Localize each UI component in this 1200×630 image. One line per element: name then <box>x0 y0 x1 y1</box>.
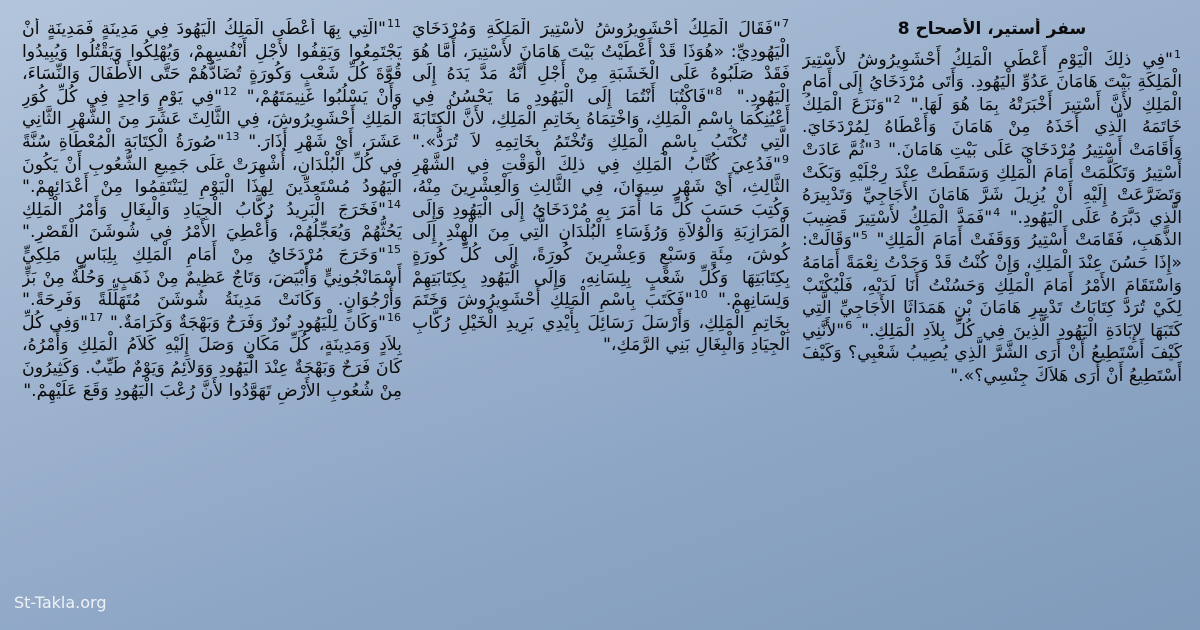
verse-number: 16 <box>387 310 401 324</box>
verse-text: "فَخَرَجَ الْبَرِيدُ رُكَّابُ الْجِيَادِ وَالْبِغَالِ وَأَمْرُ الْمَلِكِ يَحُثُّهُمْ وَيُعَجِّلُهُمْ، وَأُعْطِيَ الأَمْرُ فِي شُوشَنَ الْقَصْرِ." <box>22 199 402 243</box>
verse-text: "وَفِي كُلِّ بِلاَدٍ وَمَدِينَةٍ، كُلِّ مَكَانٍ وَصَلَ إِلَيْهِ كَلاَمُ الْمَلِكِ وَأَمْرُهُ، كَانَ فَرَحٌ وَبَهْجَةٌ عِنْدَ الْيَهُودِ وَوَلاَئِمُ وَيَوْمٌ طَيِّبٌ. وَكَثِيرُونَ مِنْ شُعُوبِ الأَرْضِ تَهَوَّدُوا لأَنَّ رُعْبَ الْيَهُودِ وَقَعَ عَلَيْهِمْ." <box>22 312 402 401</box>
verse-text: "صُورَةُ الْكِتَابَةِ الْمُعْطَاةِ سُنَّةً فِي كُلِّ الْبُلْدَانِ، أُشْهِرَتْ عَلَى جَمِيعِ الشُّعُوبِ أَنْ يَكُونَ الْيَهُودُ مُسْتَعِدِّينَ لِهذَا الْيَوْمِ لِيَنْتَقِمُوا مِنْ أَعْدَائِهِمْ." <box>22 131 402 198</box>
verse-number: 13 <box>225 130 240 144</box>
verse-number: 15 <box>387 243 401 257</box>
text-column-middle <box>412 18 790 616</box>
verse-number: 17 <box>89 310 104 324</box>
verse-text: "فَاكْتُبَا أَنْتُمَا إِلَى الْيَهُودِ مَا يَحْسُنُ فِي أَعْيُنِكُمَا بِاسْمِ الْمَلِكِ، وَاخْتِمَاهُ بِخَاتِمِ الْمَلِكِ، لأَنَّ الْكِتَابَةَ الَّتِي تُكْتَبُ بِاسْمِ الْمَلِكِ وَتُخْتَمُ بِخَاتِمِهِ لاَ تُرَدُّ»." <box>412 86 790 152</box>
chapter-title: سفر أستير، الأصحاح 8 <box>897 19 1087 39</box>
text-column-right <box>802 18 1182 616</box>
verse-number: 7 <box>782 18 789 31</box>
verse-number: 1 <box>1174 47 1181 61</box>
verse-text: "فَكَتَبَ بِاسْمِ الْمَلِكِ أَحْشَوِيرُوشَ وَخَتَمَ بِخَاتِمِ الْمَلِكِ، وَأَرْسَلَ رَسَائِلَ بِأَيْدِي بَرِيدِ الْخَيْلِ رُكَّابِ الْجِيَادِ وَالْبِغَالِ بَنِي الرَّمَكِ،" <box>412 290 790 356</box>
verse-number: 11 <box>387 18 401 31</box>
verse-text: "فِي يَوْمٍ وَاحِدٍ فِي كُلِّ كُوَرِ الْمَلِكِ أَحْشَوِيرُوشَ، فِي الثَّالِثَ عَشَرَ مِنَ الشَّهْرِ الثَّانِي عَشَرَ، أَيْ شَهْرِ أَذَارَ." <box>22 86 402 152</box>
text-column-left <box>22 18 402 616</box>
verse-number: 2 <box>893 93 901 107</box>
verses-left <box>22 18 402 402</box>
verse-text: "فِي ذلِكَ الْيَوْمِ أَعْطَى الْمَلِكُ أَحْشَوِيرُوشُ لأَسْتِيرَ الْمَلِكَةِ بَيْتَ هَامَانَ عَدُوِّ الْيَهُودِ. وَأَتَى مُرْدَخَايُ إِلَى أَمَامِ الْمَلِكِ لأَنَّ أَسْتِيرَ أَخْبَرَتْهُ بِمَا هُوَ لَهَا." <box>802 49 1182 115</box>
verse-number: 10 <box>693 288 708 302</box>
verse-text: "فَقَالَ الْمَلِكُ أَحْشَوِيرُوشُ لأَسْتِيرَ الْمَلِكَةِ وَمُرْدَخَايَ الْيَهُودِيِّ: «هُوَذَا قَدْ أَعْطَيْتُ بَيْتَ هَامَانَ لأَسْتِيرَ، أَمَّا هُوَ فَقَدْ صَلَبُوهُ عَلَى الْخَشَبَةِ مِنْ أَجْلِ أَنَّهُ مَدَّ يَدَهُ إِلَى الْيَهُودِ." <box>412 19 790 107</box>
verse-text: "وَخَرَجَ مُرْدَخَايُ مِنْ أَمَامِ الْمَلِكِ بِلِبَاسٍ مَلِكِيٍّ أَسْمَانْجُونِيٍّ وَأَبْيَضَ، وَتَاجٌ عَظِيمٌ مِنْ ذَهَبٍ، وَحُلَّةٌ مِنْ بَزٍّ وَأُرْجُوَانٍ. وَكَانَتْ مَدِينَةُ شُوشَنَ مُتَهَلِّلَةً وَفَرِحَةً." <box>22 244 402 311</box>
verse-number: 4 <box>993 205 1001 219</box>
verse-number: 6 <box>845 318 853 332</box>
verse-number: 9 <box>782 152 789 166</box>
verse-number: 8 <box>715 85 723 99</box>
verse-text: "لأَنَّنِي كَيْفَ أَسْتَطِيعُ أَنْ أَرَى الشَّرَّ الَّذِي يُصِيبُ شَعْبِي؟ وَكَيْفَ أَسْتَطِيعُ أَنْ أَرَى هَلاَكَ جِنْسِي؟»." <box>802 320 1182 386</box>
verse-text: "فَدُعِيَ كُتَّابُ الْمَلِكِ فِي ذلِكَ الْوَقْتِ فِي الشَّهْرِ الثَّالِثِ، أَيْ شَهْرِ سِيوَانَ، فِي الثَّالِثِ وَالْعِشْرِينَ مِنْهُ، وَكُتِبَ حَسَبَ كُلِّ مَا أَمَرَ بِهِ مُرْدَخَايُ إِلَى الْيَهُودِ وَإِلَى الْمَرَازِبَةِ وَالْوُلاَةِ وَرُؤَسَاءِ الْبُلْدَانِ الَّتِي مِنَ الْهِنْدِ إِلَى كُوشَ، مِئَةٍ وَسَبْعٍ وَعِشْرِينَ كُورَةً، إِلَى كُلِّ كُورَةٍ بِكِتَابَتِهَا وَكُلِّ شَعْبٍ بِلِسَانِهِ، وَإِلَى الْيَهُودِ بِكِتَابَتِهِمْ وَلِسَانِهِمْ." <box>412 154 790 311</box>
verse-text: "ثُمَّ عَادَتْ أَسْتِيرُ وَتَكَلَّمَتْ أَمَامَ الْمَلِكِ وَسَقَطَتْ عِنْدَ رِجْلَيْهِ وَبَكَتْ وَتَضَرَّعَتْ إِلَيْهِ أَنْ يُزِيلَ شَرَّ هَامَانَ الأَجَاجِيِّ وَتَدْبِيرَهُ الَّذِي دَبَّرَهُ عَلَى الْيَهُودِ." <box>802 139 1182 228</box>
verse-number: 3 <box>873 138 881 152</box>
verse-number: 12 <box>223 85 238 99</box>
verse-text: "وَكَانَ لِلْيَهُودِ نُورٌ وَفَرَحٌ وَبَهْجَةٌ وَكَرَامَةٌ." <box>109 312 386 333</box>
verse-number: 14 <box>387 197 401 211</box>
verses-middle <box>412 18 790 357</box>
verse-text: "الَّتِي بِهَا أَعْطَى الْمَلِكُ الْيَهُودَ فِي مَدِينَةٍ فَمَدِينَةٍ أَنْ يَجْتَمِعُوا وَيَقِفُوا لأَجْلِ أَنْفُسِهِمْ، وَيُهْلِكُوا وَيَقْتُلُوا وَيُبِيدُوا قُوَّةَ كُلِّ شَعْبٍ وَكُورَةٍ تُضَادُّهُمْ حَتَّى الأَطْفَالَ وَالنِّسَاءَ، وَأَنْ يَسْلُبُوا غَنِيمَتَهُمْ،" <box>22 19 402 107</box>
verses-right <box>802 49 1182 388</box>
site-watermark: St-Takla.org <box>14 593 107 612</box>
verse-text: "وَنَزَعَ الْمَلِكُ خَاتَمَهُ الَّذِي أَخَذَهُ مِنْ هَامَانَ وَأَعْطَاهُ لِمُرْدَخَايَ. وَأَقَامَتْ أَسْتِيرُ مُرْدَخَايَ عَلَى بَيْتِ هَامَانَ." <box>802 94 1182 160</box>
verse-number: 5 <box>860 228 868 242</box>
verse-text: "وَقَالَتْ: «إِذَا حَسُنَ عِنْدَ الْمَلِكِ، وَإِنْ كُنْتُ قَدْ وَجَدْتُ نِعْمَةً أَمَامَهُ وَاسْتَقَامَ الأَمْرُ أَمَامَ الْمَلِكِ وَحَسُنْتُ أَنَا لَدَيْهِ، فَلْيُكْتَبْ لِكَيْ تُرَدَّ كِتَابَاتُ تَدْبِيرِ هَامَانَ بْنِ هَمَدَاثَا الأَجَاجِيِّ الَّتِي كَتَبَهَا لإِبَادَةِ الْيَهُودِ الَّذِينَ فِي كُلِّ بِلاَدِ الْمَلِكِ." <box>802 230 1182 341</box>
verse-text: "فَمَدَّ الْمَلِكُ لأَسْتِيرَ قَضِيبَ الذَّهَبِ، فَقَامَتْ أَسْتِيرُ وَوَقَفَتْ أَمَامَ الْمَلِكِ" <box>802 207 1182 251</box>
